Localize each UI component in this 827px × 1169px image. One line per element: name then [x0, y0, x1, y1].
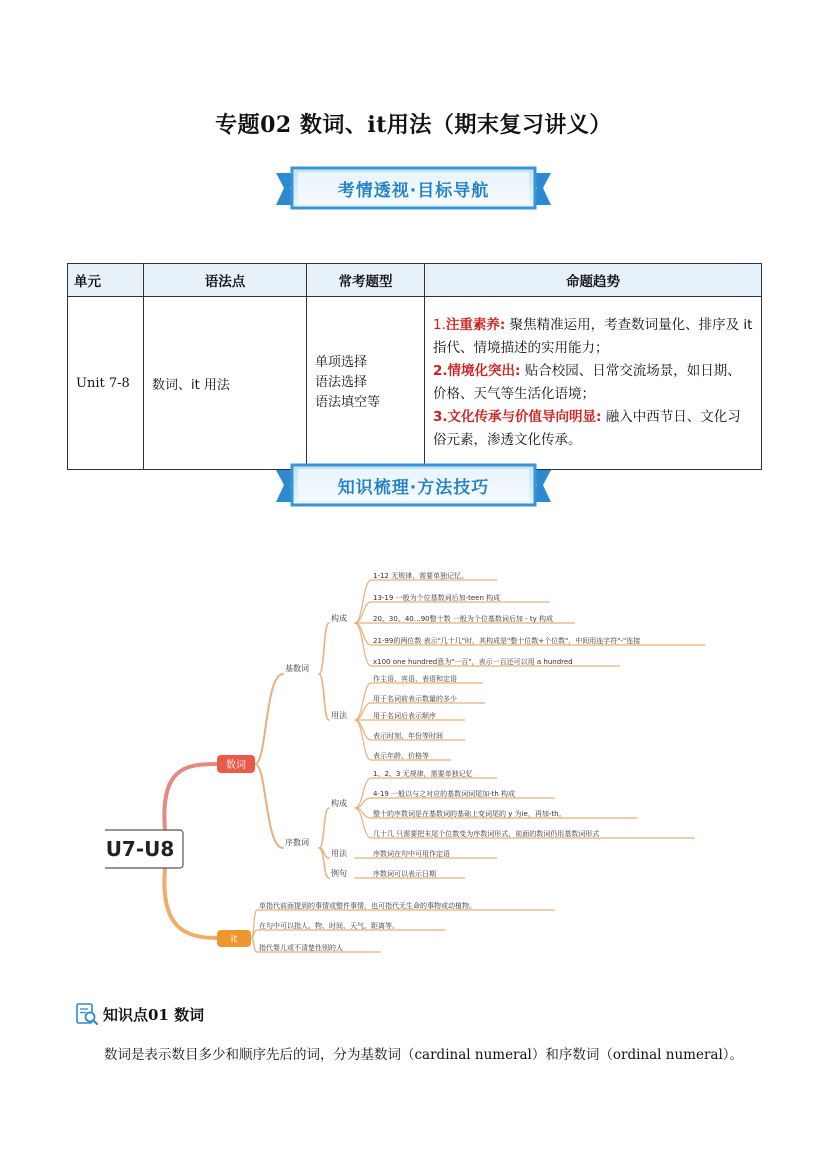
knowledge-point-heading [75, 1002, 204, 1026]
node-xushu-liju: 例句 [331, 869, 347, 878]
magnifier-document-icon [75, 1002, 99, 1026]
node-xushu: 序数词 [285, 838, 309, 847]
trend-num: 2. [433, 363, 448, 379]
type-item: 语法填空等 [315, 395, 381, 410]
leaf-item: 13-19 一般为个位基数词后加-teen 构成 [373, 594, 501, 602]
header-unit: 单元 [68, 264, 144, 297]
trend-text: 融入中西节日、文化习俗元素，渗透文化传承。 [433, 409, 741, 448]
leaf-item: x100 one hundred意为"一百"，表示一百还可以用 a hundred [373, 658, 573, 666]
node-it-label: it [230, 934, 238, 945]
node-jishu: 基数词 [285, 664, 309, 673]
trend-key: 注重素养: [445, 317, 506, 333]
node-xushu-goucheng: 构成 [331, 799, 347, 808]
banner-title: 考情透视·目标导航 [337, 181, 490, 201]
banner-title: 知识梳理·方法技巧 [337, 478, 490, 498]
node-xushu-yongfa: 用法 [331, 849, 347, 858]
knowledge-point-title: 知识点01 数词 [103, 1005, 205, 1024]
leaf-item: 在句中可以指人、物、时间、天气、距离等。 [259, 922, 399, 930]
section-banner-exam-overview [276, 165, 551, 211]
branch-shuci-jishu [255, 674, 283, 764]
leaf-item: 序数词可以表示日期 [373, 870, 436, 878]
header-trend: 命题趋势 [425, 264, 762, 297]
branch-shuci-xushu [255, 764, 283, 848]
node-jishu-yongfa: 用法 [331, 711, 347, 720]
leaf-item: 表示时刻、年份等时间 [373, 732, 443, 740]
branch-root-shuci [164, 764, 217, 830]
node-shuci-label: 数词 [226, 760, 246, 771]
leaf-item: 序数词在句中可用作定语 [373, 850, 450, 858]
mind-map [105, 568, 715, 963]
leaf-item: 1、2、3 无规律，需要单独记忆 [373, 770, 473, 778]
leaf-item: 用于名词后表示顺序 [373, 712, 436, 720]
leaf-item: 表示年龄、价格等 [373, 752, 429, 760]
trend-num: 1. [433, 317, 446, 333]
trend-text: 贴合校园、日常交流场景，如日期、价格、天气等生活化语境； [433, 363, 741, 402]
leaf-item: 作主语、宾语、表语和定语 [373, 675, 457, 683]
trend-item [433, 360, 753, 406]
leaf-item: 几十几 只需要把末尾个位数变为序数词形式，前面的数词仍用基数词形式 [373, 830, 600, 838]
leaf-item: 整十的序数词是在基数词的基础上变词尾的 y 为ie，再加-th。 [373, 810, 566, 818]
root-label: U7-U8 [105, 837, 175, 861]
leaf-item: 指代婴儿或不清楚性别的人 [259, 944, 343, 952]
leaf-item: 单指代前面提到的事情或整件事情，也可指代无生命的事物或动植物。 [259, 902, 476, 910]
node-it [217, 930, 251, 947]
table-row [68, 297, 762, 470]
leaf-item: 21-99的两位数 表示"几十几"时，其构成是"整十位数+个位数"，中间用连字符"-"连接 [373, 637, 641, 645]
trend-key: 情境化突出: [447, 363, 521, 379]
node-jishu-goucheng: 构成 [331, 614, 347, 623]
section-banner-knowledge [276, 462, 551, 508]
leaf-item: 用于名词前表示数量的多少 [373, 695, 457, 703]
leaf-item: 20、30、40…90整十数 一般为个位基数词后加 - ty 构成 [373, 615, 553, 623]
cell-grammar: 数词、it 用法 [144, 297, 307, 470]
cell-question-types [307, 297, 425, 470]
header-grammar: 语法点 [144, 264, 307, 297]
trend-key: 文化传承与价值导向明显: [447, 409, 602, 425]
intro-paragraph: 数词是表示数目多少和顺序先后的词，分为基数词（cardinal numeral）和序数词（ordinal numeral）。 [104, 1047, 744, 1063]
cell-trend [425, 297, 762, 470]
trend-item [433, 314, 753, 360]
leaf-item: 1-12 无规律，需要单独记忆。 [373, 572, 469, 580]
table-header-row [68, 264, 762, 297]
mindmap-root-node [105, 830, 183, 868]
trend-item [433, 406, 753, 452]
trend-text: 聚焦精准运用，考查数词量化、排序及 it 指代、情境描述的实用能力； [433, 317, 753, 356]
header-question-types: 常考题型 [307, 264, 425, 297]
type-item: 语法选择 [315, 375, 368, 390]
trend-num: 3. [433, 409, 448, 425]
leaf-item: 4-19 一般以与之对应的基数词词尾加-th 构成 [373, 790, 516, 798]
cell-unit: Unit 7-8 [68, 297, 144, 470]
page-title: 专题02 数词、it用法（期末复习讲义） [215, 112, 612, 138]
exam-analysis-table [67, 263, 762, 470]
node-shuci [217, 755, 255, 773]
branch-root-it [164, 868, 217, 938]
type-item: 单项选择 [315, 355, 368, 370]
